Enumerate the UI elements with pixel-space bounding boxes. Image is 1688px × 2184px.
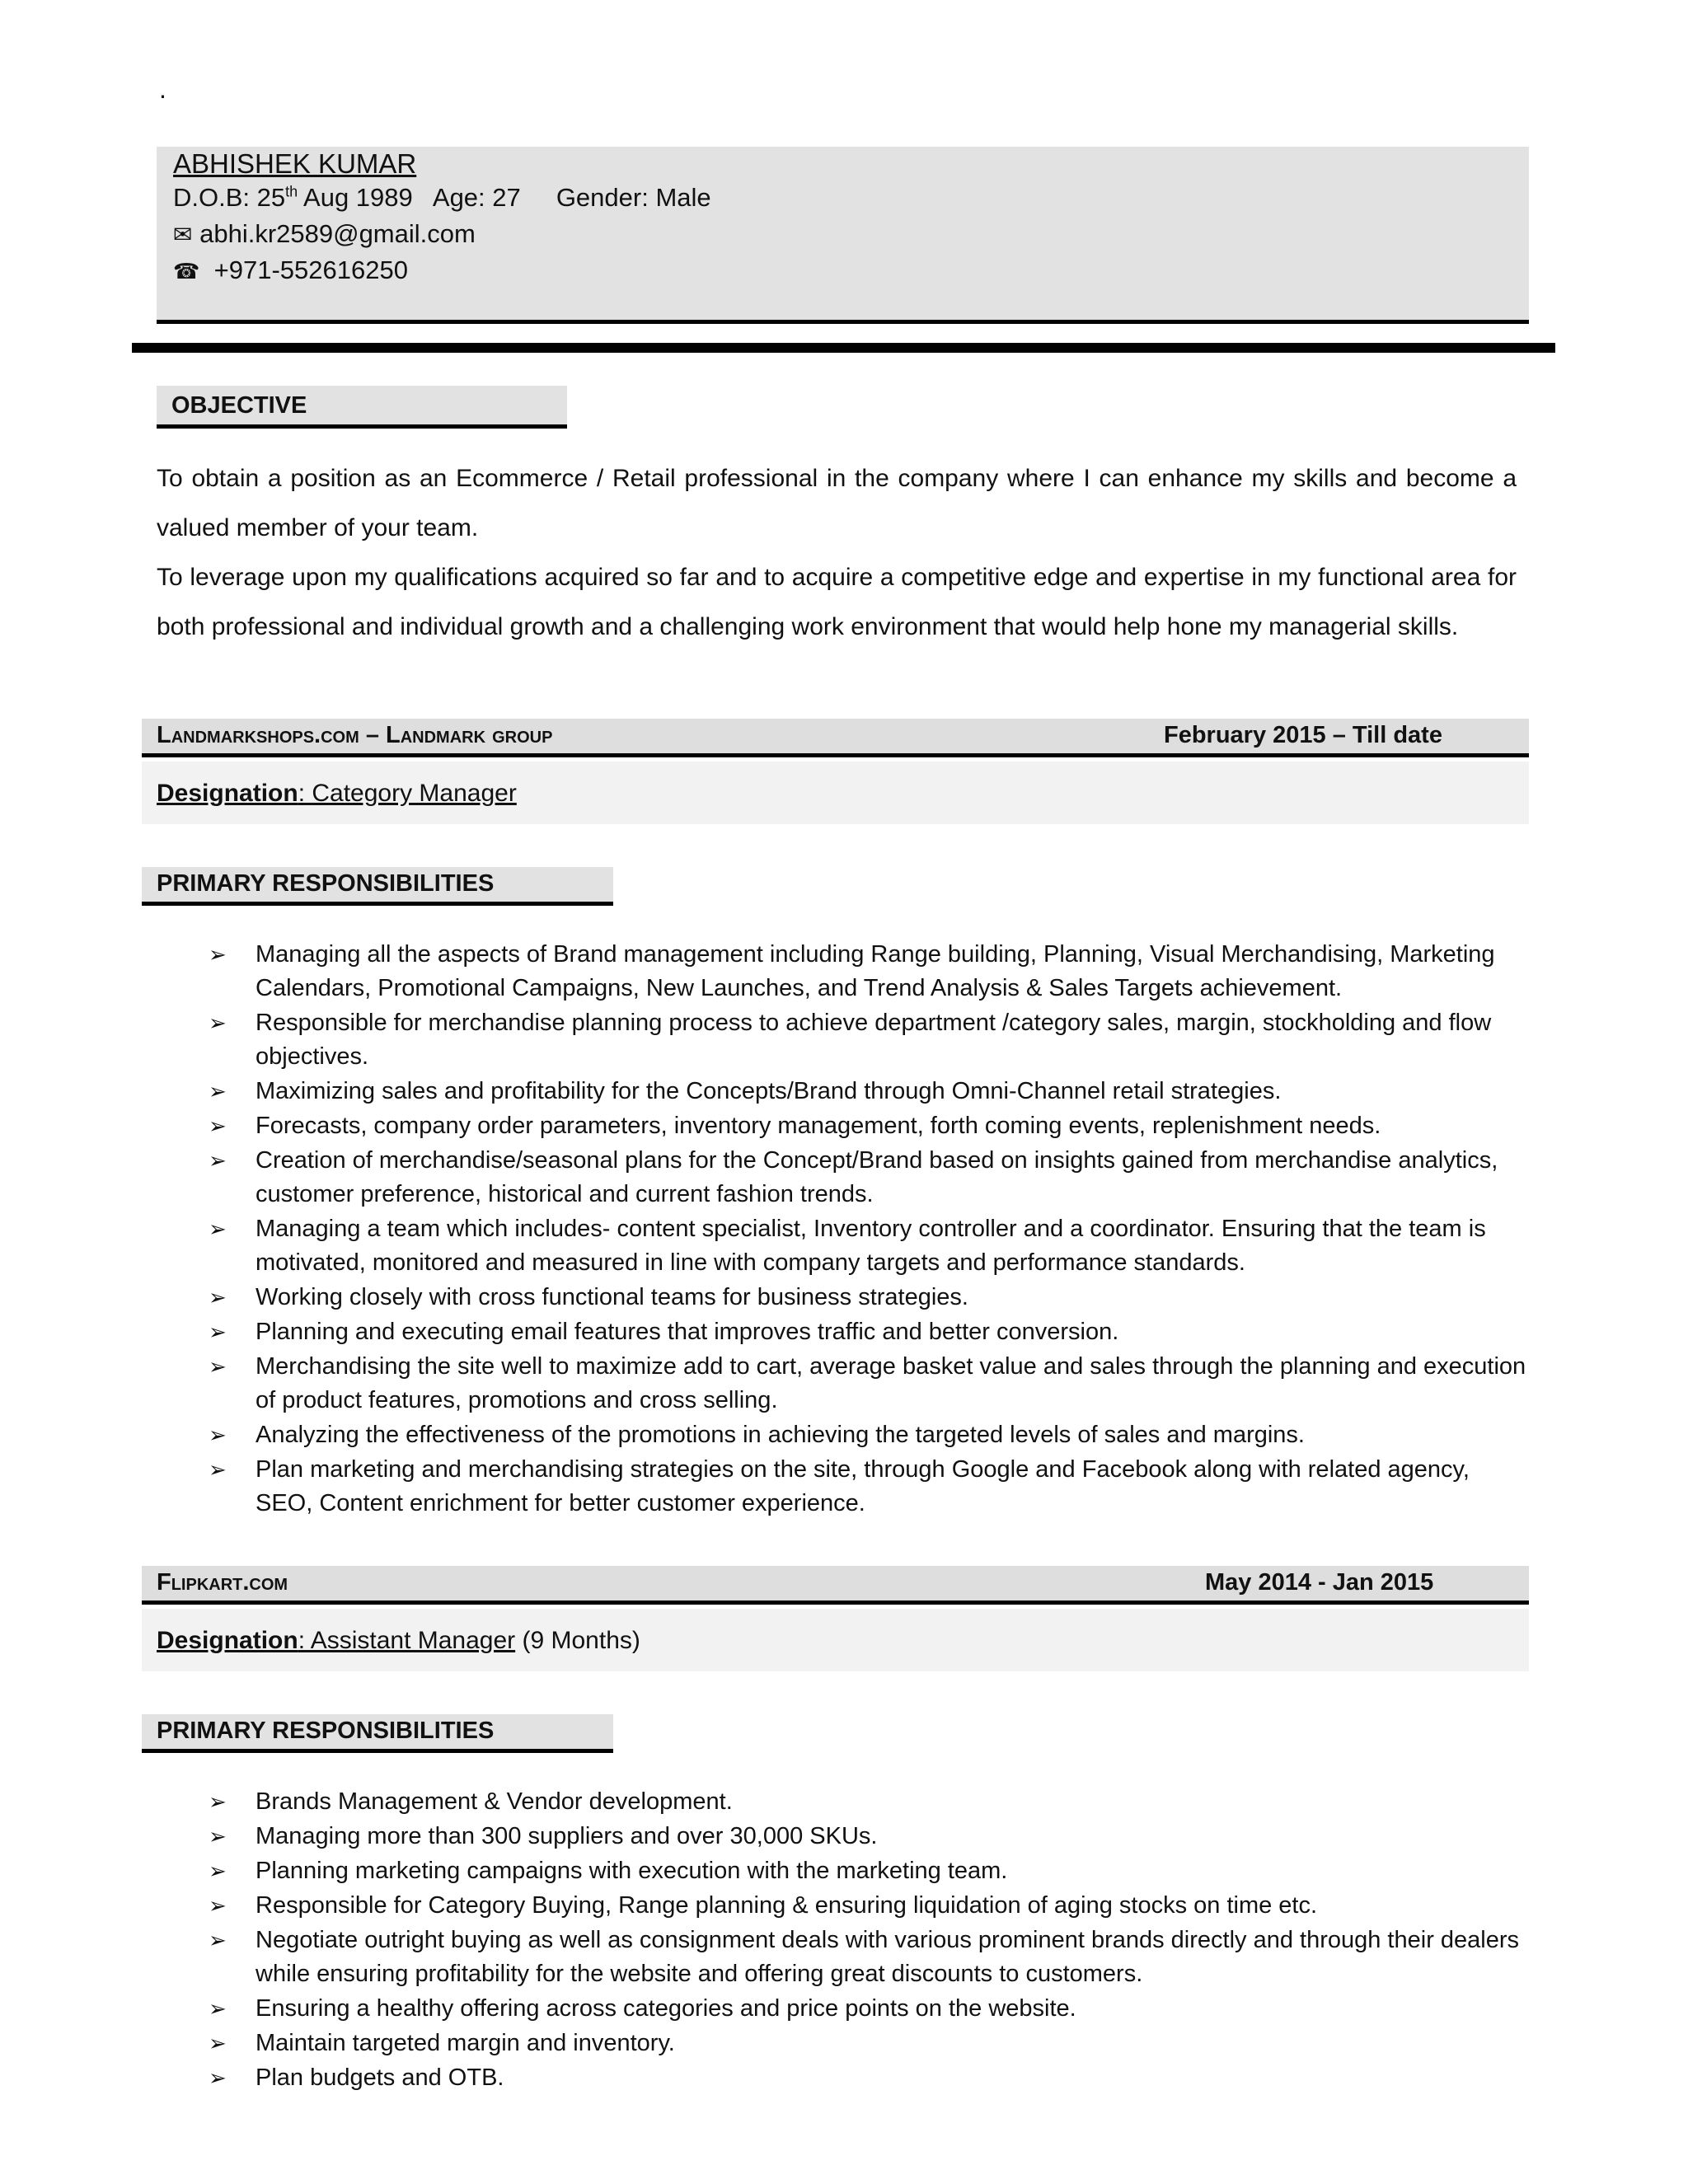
arrow-bullet-icon: ➢	[209, 1858, 227, 1883]
designation-label: Designation	[157, 1627, 298, 1654]
list-item: ➢ Maximizing sales and profitability for the Concepts/Brand through Omni-Channel retail strategies.	[256, 1075, 1529, 1108]
dob-label: D.O.B: 25	[173, 183, 286, 212]
list-item: ➢ Merchandising the site well to maximize add to cart, average basket value and sales through the planning and execution of product features, promotions and cross selling.	[256, 1350, 1529, 1418]
list-item: ➢ Maintain targeted margin and inventory.	[256, 2027, 1529, 2060]
list-item: ➢ Responsible for Category Buying, Range planning & ensuring liquidation of aging stocks on time etc.	[256, 1889, 1529, 1923]
arrow-bullet-icon: ➢	[209, 1422, 227, 1447]
designation-value: : Category Manager	[298, 780, 517, 807]
company-bar-flipkart	[142, 1566, 1529, 1605]
arrow-bullet-icon: ➢	[209, 1789, 227, 1814]
arrow-bullet-icon: ➢	[209, 1354, 227, 1379]
list-item: ➢ Analyzing the effectiveness of the promotions in achieving the targeted levels of sales and margins.	[256, 1418, 1529, 1452]
phone-number[interactable]: +971-552616250	[213, 255, 408, 284]
dob-suffix: th	[285, 183, 298, 200]
personal-details	[173, 183, 711, 213]
contact-header	[157, 147, 1529, 324]
arrow-bullet-icon: ➢	[209, 2065, 227, 2090]
email-line	[173, 219, 476, 249]
list-item: ➢ Planning and executing email features that improves traffic and better conversion.	[256, 1315, 1529, 1349]
list-item: ➢ Creation of merchandise/seasonal plans for the Concept/Brand based on insights gained from merchandise analytics, customer preference, historical and current fashion trends.	[256, 1144, 1529, 1212]
arrow-bullet-icon: ➢	[209, 1079, 227, 1104]
arrow-bullet-icon: ➢	[209, 2031, 227, 2055]
responsibilities-heading: PRIMARY RESPONSIBILITIES	[142, 1714, 613, 1753]
list-item: ➢ Managing more than 300 suppliers and over 30,000 SKUs.	[256, 1820, 1529, 1854]
designation-extra: (9 Months)	[515, 1627, 640, 1654]
objective-paragraph-2: To leverage upon my qualifications acquired so far and to acquire a competitive edge and expertise in my functional area for both professional and individual growth and a challenging work environment that would help hone my managerial skills.	[157, 564, 1517, 640]
company-name: Flipkart.com	[157, 1569, 288, 1596]
list-item: ➢ Brands Management & Vendor development.	[256, 1785, 1529, 1819]
company-name: Landmarkshops.com – Landmark group	[157, 722, 553, 748]
candidate-name: ABHISHEK KUMAR	[173, 148, 417, 179]
envelope-icon: ✉	[173, 222, 193, 247]
arrow-bullet-icon: ➢	[209, 1113, 227, 1138]
designation-value: : Assistant Manager	[298, 1627, 516, 1654]
arrow-bullet-icon: ➢	[209, 1928, 227, 1952]
arrow-bullet-icon: ➢	[209, 1457, 227, 1482]
arrow-bullet-icon: ➢	[209, 1010, 227, 1035]
list-item: ➢ Plan marketing and merchandising strategies on the site, through Google and Facebook along with related agency, SEO, Content enrichment for better customer experience.	[256, 1453, 1529, 1521]
designation	[157, 780, 517, 808]
arrow-bullet-icon: ➢	[209, 1893, 227, 1918]
phone-line	[173, 255, 408, 285]
arrow-bullet-icon: ➢	[209, 1319, 227, 1344]
company-bar-landmark	[142, 719, 1529, 757]
email-address[interactable]: abhi.kr2589@gmail.com	[199, 219, 476, 248]
dob-age-gender: Aug 1989 Age: 27 Gender: Male	[298, 183, 711, 212]
list-item: ➢ Managing a team which includes- content specialist, Inventory controller and a coordinator. Ensuring that the team is motivated, monitored and measured in line with company targets and performance standards.	[256, 1212, 1529, 1280]
list-item: ➢ Working closely with cross functional teams for business strategies.	[256, 1281, 1529, 1315]
arrow-bullet-icon: ➢	[209, 942, 227, 967]
responsibilities-list	[209, 938, 1529, 1521]
arrow-bullet-icon: ➢	[209, 1996, 227, 2021]
designation-label: Designation	[157, 780, 298, 807]
list-item: ➢ Responsible for merchandise planning process to achieve department /category sales, margin, stockholding and flow objectives.	[256, 1006, 1529, 1074]
list-item: ➢ Forecasts, company order parameters, inventory management, forth coming events, replenishment needs.	[256, 1109, 1529, 1143]
list-item: ➢ Negotiate outright buying as well as consignment deals with various prominent brands directly and through their dealers while ensuring profitability for the website and offering great discounts to customers.	[256, 1924, 1529, 1991]
arrow-bullet-icon: ➢	[209, 1824, 227, 1849]
designation	[157, 1627, 640, 1655]
designation-band	[142, 762, 1529, 824]
objective-heading: OBJECTIVE	[157, 386, 567, 429]
arrow-bullet-icon: ➢	[209, 1148, 227, 1173]
responsibilities-list	[209, 1785, 1529, 2096]
list-item: ➢ Plan budgets and OTB.	[256, 2061, 1529, 2095]
header-divider	[132, 343, 1555, 353]
arrow-bullet-icon: ➢	[209, 1285, 227, 1310]
leading-dot: .	[159, 74, 166, 104]
objective-text	[157, 454, 1517, 652]
designation-band	[142, 1609, 1529, 1671]
telephone-icon: ☎	[173, 259, 200, 284]
objective-paragraph-1: To obtain a position as an Ecommerce / Retail professional in the company where I can enhance my skills and become a valued member of your team.	[157, 465, 1517, 541]
list-item: ➢ Ensuring a healthy offering across categories and price points on the website.	[256, 1992, 1529, 2026]
employment-dates: February 2015 – Till date	[1164, 722, 1442, 748]
arrow-bullet-icon: ➢	[209, 1216, 227, 1241]
list-item: ➢ Managing all the aspects of Brand management including Range building, Planning, Visual Merchandising, Marketing Calendars, Promotional Campaigns, New Launches, and Trend Analysis & Sales Targets achievement.	[256, 938, 1529, 1005]
employment-dates: May 2014 - Jan 2015	[1205, 1569, 1434, 1596]
list-item: ➢ Planning marketing campaigns with execution with the marketing team.	[256, 1854, 1529, 1888]
responsibilities-heading: PRIMARY RESPONSIBILITIES	[142, 867, 613, 906]
